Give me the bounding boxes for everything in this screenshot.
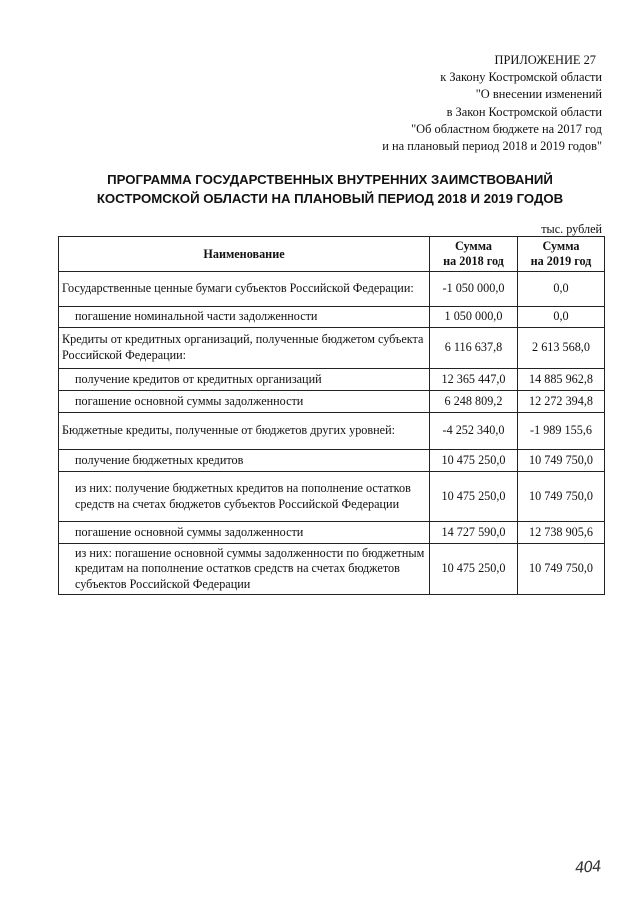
- row-value-2018: -1 050 000,0: [430, 272, 518, 307]
- table-header-row: [59, 237, 605, 272]
- appendix-header: [382, 52, 602, 155]
- handwritten-page-number: 404: [574, 857, 602, 877]
- row-name: Бюджетные кредиты, полученные от бюджетов других уровней:: [59, 413, 430, 450]
- row-value-2018: 10 475 250,0: [430, 544, 518, 595]
- row-value-2018: 12 365 447,0: [430, 369, 518, 391]
- header-2019-line1: Сумма: [542, 239, 580, 253]
- table-row: [59, 472, 605, 522]
- table-row: [59, 522, 605, 544]
- row-name: Государственные ценные бумаги субъектов Российской Федерации:: [59, 272, 430, 307]
- row-value-2019: 12 272 394,8: [518, 391, 605, 413]
- row-value-2018: 10 475 250,0: [430, 472, 518, 522]
- header-2018: [430, 237, 518, 272]
- table-row: [59, 391, 605, 413]
- header-2018-line2: на 2018 год: [443, 254, 504, 268]
- row-value-2018: 1 050 000,0: [430, 307, 518, 328]
- row-value-2019: 14 885 962,8: [518, 369, 605, 391]
- appendix-line: к Закону Костромской области: [440, 70, 602, 85]
- row-value-2019: 12 738 905,6: [518, 522, 605, 544]
- borrowing-table: [58, 236, 605, 595]
- row-value-2019: 0,0: [518, 272, 605, 307]
- title-line-1: ПРОГРАММА ГОСУДАРСТВЕННЫХ ВНУТРЕННИХ ЗАИМСТВОВАНИЙ: [107, 172, 553, 187]
- row-name: получение кредитов от кредитных организаций: [59, 369, 430, 391]
- header-2019: [518, 237, 605, 272]
- row-name: погашение номинальной части задолженности: [59, 307, 430, 328]
- units-label: тыс. рублей: [541, 222, 602, 236]
- row-value-2018: 6 116 637,8: [430, 328, 518, 369]
- table-row: [59, 307, 605, 328]
- row-value-2019: 2 613 568,0: [518, 328, 605, 369]
- appendix-line: и на плановый период 2018 и 2019 годов": [382, 139, 602, 154]
- appendix-line: "Об областном бюджете на 2017 год: [411, 121, 602, 136]
- row-value-2018: 6 248 809,2: [430, 391, 518, 413]
- title-line-2: КОСТРОМСКОЙ ОБЛАСТИ НА ПЛАНОВЫЙ ПЕРИОД 2018 И 2019 ГОДОВ: [96, 191, 564, 206]
- row-value-2018: -4 252 340,0: [430, 413, 518, 450]
- header-2018-line1: Сумма: [454, 239, 493, 253]
- row-value-2019: 10 749 750,0: [518, 544, 605, 595]
- header-2019-line2: на 2019 год: [530, 254, 592, 268]
- row-value-2019: 0,0: [518, 307, 605, 328]
- row-name: погашение основной суммы задолженности: [59, 522, 430, 544]
- table-row: [59, 369, 605, 391]
- table-row: [59, 272, 605, 307]
- header-name: Наименование: [59, 237, 430, 272]
- appendix-line: ПРИЛОЖЕНИЕ 27: [494, 53, 596, 67]
- row-value-2019: 10 749 750,0: [518, 450, 605, 472]
- row-name: из них: получение бюджетных кредитов на пополнение остатков средств на счетах бюджетов субъектов Российской Федерации: [59, 472, 430, 522]
- row-value-2018: 10 475 250,0: [430, 450, 518, 472]
- appendix-line: в Закон Костромской области: [446, 104, 602, 119]
- row-name: получение бюджетных кредитов: [59, 450, 430, 472]
- table-row: [59, 544, 605, 595]
- row-name: Кредиты от кредитных организаций, полученные бюджетом субъекта Российской Федерации:: [59, 328, 430, 369]
- table-row: [59, 413, 605, 450]
- row-value-2018: 14 727 590,0: [430, 522, 518, 544]
- row-name: погашение основной суммы задолженности: [59, 391, 430, 413]
- table-row: [59, 450, 605, 472]
- appendix-line: "О внесении изменений: [475, 87, 602, 102]
- document-title: [50, 170, 610, 208]
- row-name: из них: погашение основной суммы задолженности по бюджетным кредитам на пополнение остатков средств на счетах бюджетов субъектов Российской Федерации: [59, 544, 430, 595]
- row-value-2019: 10 749 750,0: [518, 472, 605, 522]
- row-value-2019: -1 989 155,6: [518, 413, 605, 450]
- table-row: [59, 328, 605, 369]
